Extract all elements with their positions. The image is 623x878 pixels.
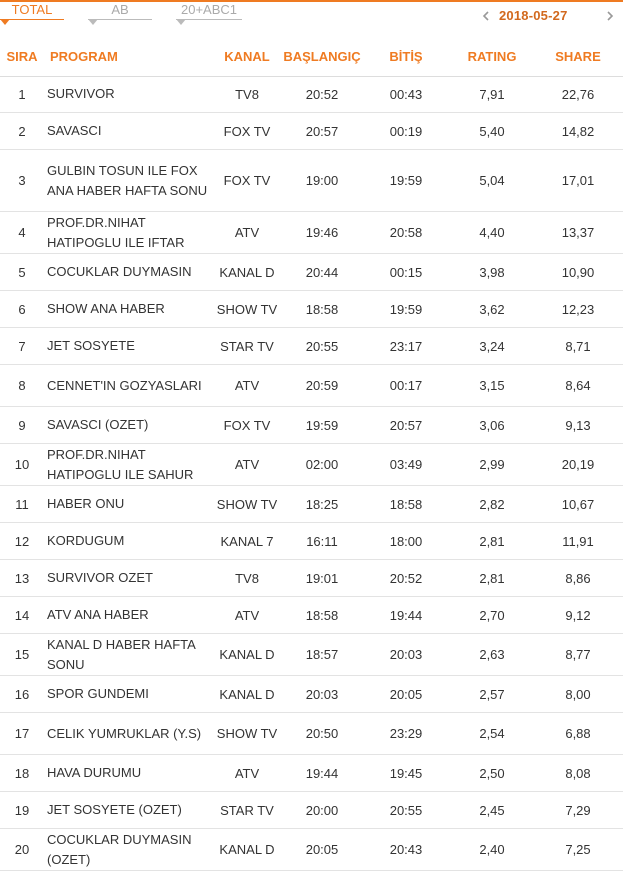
cell-share: 22,76 <box>561 86 595 102</box>
header-kanal[interactable]: KANAL <box>224 49 270 64</box>
cell-program: PROF.DR.NIHAT HATIPOGLU ILE IFTAR <box>47 214 185 250</box>
cell-baslangic: 20:50 <box>305 726 339 741</box>
cell-program: HAVA DURUMU <box>47 765 142 780</box>
tab-20-abc1-label: 20+ABC1 <box>180 2 237 17</box>
cell-baslangic: 19:46 <box>305 225 339 240</box>
cell-rating: 5,04 <box>479 173 505 188</box>
cell-baslangic: 19:59 <box>305 417 339 433</box>
table-row[interactable] <box>0 713 623 755</box>
cell-baslangic: 20:57 <box>305 123 339 139</box>
cell-kanal: KANAL D <box>219 264 275 280</box>
cell-rating: 5,40 <box>479 123 505 139</box>
cell-program: SURVIVOR OZET <box>47 570 153 585</box>
cell-share: 8,08 <box>565 765 591 781</box>
header-sira[interactable]: SIRA <box>6 49 38 64</box>
cell-share: 10,67 <box>561 496 595 512</box>
table-row[interactable] <box>0 113 623 150</box>
selected-date: 2018-05-27 <box>499 8 568 23</box>
cell-baslangic: 18:58 <box>305 301 339 317</box>
cell-baslangic: 18:25 <box>305 496 339 512</box>
table-row[interactable] <box>0 560 623 597</box>
cell-program: CENNET'IN GOZYASLARI <box>47 377 202 393</box>
cell-share: 14,82 <box>561 123 595 139</box>
cell-sira: 12 <box>14 533 30 549</box>
cell-kanal: TV8 <box>235 86 259 102</box>
cell-sira: 14 <box>14 607 30 623</box>
date-navigator <box>473 8 623 26</box>
cell-bitis: 00:17 <box>389 378 423 393</box>
cell-share: 12,23 <box>561 301 595 317</box>
cell-baslangic: 19:44 <box>305 765 339 781</box>
cell-kanal: ATV <box>234 378 260 393</box>
cell-share: 9,12 <box>565 607 591 623</box>
table-row[interactable] <box>0 254 623 291</box>
cell-bitis: 19:59 <box>389 173 423 188</box>
cell-kanal: SHOW TV <box>216 496 278 512</box>
table-row[interactable] <box>0 212 623 254</box>
cell-baslangic: 20:59 <box>305 378 339 393</box>
cell-rating: 3,62 <box>479 301 505 317</box>
cell-rating: 2,54 <box>479 726 505 741</box>
cell-share: 8,64 <box>565 378 591 393</box>
cell-sira: 5 <box>18 264 26 280</box>
table-row[interactable] <box>0 150 623 212</box>
tab-ab-caret-icon <box>88 19 98 25</box>
cell-program: KORDUGUM <box>47 533 125 548</box>
cell-bitis: 20:55 <box>389 802 423 818</box>
cell-sira: 20 <box>14 842 30 857</box>
cell-rating: 7,91 <box>479 86 505 102</box>
cell-sira: 11 <box>15 496 29 512</box>
cell-share: 13,37 <box>561 225 595 240</box>
cell-share: 8,77 <box>565 647 591 662</box>
cell-share: 8,86 <box>565 570 591 586</box>
cell-program: CELIK YUMRUKLAR (Y.S) <box>47 725 202 741</box>
cell-sira: 4 <box>18 225 26 240</box>
cell-kanal: SHOW TV <box>216 301 278 317</box>
header-bitis[interactable]: BİTİŞ <box>389 49 423 64</box>
cell-rating: 4,40 <box>479 225 505 240</box>
cell-sira: 9 <box>18 417 26 433</box>
cell-baslangic: 20:03 <box>305 686 339 702</box>
cell-bitis: 23:17 <box>389 338 423 354</box>
cell-rating: 2,99 <box>479 457 505 472</box>
cell-sira: 1 <box>18 86 26 102</box>
cell-rating: 3,24 <box>479 338 505 354</box>
cell-program: SURVIVOR <box>47 86 115 101</box>
table-row[interactable] <box>0 597 623 634</box>
cell-bitis: 00:15 <box>389 264 423 280</box>
cell-kanal: KANAL D <box>219 842 275 857</box>
table-row[interactable] <box>0 365 623 407</box>
cell-bitis: 20:52 <box>389 570 423 586</box>
cell-program: KANAL D HABER HAFTA SONU <box>47 636 196 672</box>
table-row[interactable] <box>0 486 623 523</box>
cell-program: HABER ONU <box>47 496 125 511</box>
cell-sira: 19 <box>14 802 30 818</box>
header-rating[interactable]: RATING <box>467 49 517 64</box>
cell-share: 7,29 <box>565 802 591 818</box>
cell-sira: 18 <box>14 765 30 781</box>
cell-program: JET SOSYETE <box>47 338 135 353</box>
cell-program: ATV ANA HABER <box>47 607 149 622</box>
cell-program: COCUKLAR DUYMASIN <box>47 264 192 279</box>
tab-20-abc1-caret-icon <box>176 19 186 25</box>
tab-total[interactable] <box>0 2 64 24</box>
cell-baslangic: 02:00 <box>305 457 339 472</box>
cell-bitis: 18:00 <box>389 533 423 549</box>
cell-share: 8,71 <box>565 338 591 354</box>
cell-sira: 16 <box>14 686 30 702</box>
chevron-left-icon[interactable] <box>479 9 493 23</box>
cell-baslangic: 20:52 <box>305 86 339 102</box>
cell-kanal: FOX TV <box>223 173 271 188</box>
cell-program: SPOR GUNDEMI <box>47 686 149 701</box>
audience-tabs <box>0 2 460 26</box>
cell-bitis: 18:58 <box>389 496 423 512</box>
cell-kanal: ATV <box>234 765 260 781</box>
cell-kanal: KANAL D <box>219 647 275 662</box>
cell-sira: 7 <box>18 338 26 354</box>
cell-kanal: STAR TV <box>220 802 274 818</box>
header-program[interactable]: PROGRAM <box>50 49 118 64</box>
cell-rating: 2,81 <box>479 533 505 549</box>
table-row[interactable] <box>0 634 623 676</box>
tab-total-caret-icon <box>0 19 10 25</box>
cell-kanal: KANAL 7 <box>220 533 274 549</box>
cell-sira: 8 <box>18 378 26 393</box>
cell-bitis: 19:44 <box>389 607 423 623</box>
tab-total-label: TOTAL <box>11 2 53 17</box>
cell-baslangic: 20:55 <box>305 338 339 354</box>
cell-bitis: 20:58 <box>389 225 423 240</box>
cell-kanal: FOX TV <box>223 417 271 433</box>
cell-program: SHOW ANA HABER <box>47 301 165 316</box>
cell-program: COCUKLAR DUYMASIN (OZET) <box>47 831 192 867</box>
header-baslangic[interactable]: BAŞLANGIÇ <box>283 49 361 64</box>
table-row[interactable] <box>0 76 623 113</box>
cell-share: 20,19 <box>561 457 595 472</box>
cell-program: JET SOSYETE (OZET) <box>47 802 182 817</box>
cell-rating: 2,81 <box>479 570 505 586</box>
cell-baslangic: 18:58 <box>305 607 339 623</box>
cell-bitis: 00:19 <box>389 123 423 139</box>
cell-share: 8,00 <box>565 686 591 702</box>
tab-ab-label: AB <box>111 2 129 17</box>
cell-program: SAVASCI <box>47 123 102 138</box>
cell-share: 11,91 <box>562 533 594 549</box>
cell-bitis: 20:05 <box>389 686 423 702</box>
table-row[interactable] <box>0 523 623 560</box>
cell-sira: 17 <box>14 726 30 741</box>
cell-share: 6,88 <box>565 726 591 741</box>
cell-kanal: ATV <box>234 607 260 623</box>
cell-sira: 15 <box>14 647 30 662</box>
cell-bitis: 20:43 <box>389 842 423 857</box>
table-row[interactable] <box>0 444 623 486</box>
cell-rating: 2,82 <box>479 496 505 512</box>
chevron-right-icon[interactable] <box>603 9 617 23</box>
cell-rating: 2,70 <box>479 607 505 623</box>
cell-rating: 2,45 <box>479 802 505 818</box>
cell-baslangic: 19:01 <box>305 570 339 586</box>
cell-sira: 10 <box>14 457 30 472</box>
cell-kanal: FOX TV <box>223 123 271 139</box>
cell-share: 10,90 <box>561 264 595 280</box>
cell-bitis: 03:49 <box>389 457 423 472</box>
cell-rating: 2,50 <box>479 765 505 781</box>
cell-program: PROF.DR.NIHAT HATIPOGLU ILE SAHUR <box>47 446 194 482</box>
table-row[interactable] <box>0 407 623 444</box>
cell-kanal: ATV <box>234 225 260 240</box>
cell-rating: 2,63 <box>479 647 505 662</box>
cell-rating: 3,98 <box>479 264 505 280</box>
cell-share: 7,25 <box>565 842 591 857</box>
cell-sira: 6 <box>18 301 26 317</box>
cell-program: GULBIN TOSUN ILE FOX ANA HABER HAFTA SONU <box>47 162 208 198</box>
cell-kanal: SHOW TV <box>216 726 278 741</box>
table-row[interactable] <box>0 676 623 713</box>
tab-ab[interactable] <box>88 2 152 24</box>
cell-program: SAVASCI (OZET) <box>47 417 149 432</box>
cell-bitis: 19:45 <box>389 765 423 781</box>
cell-rating: 2,40 <box>479 842 505 857</box>
cell-sira: 13 <box>14 570 30 586</box>
table-row[interactable] <box>0 792 623 829</box>
cell-baslangic: 18:57 <box>305 647 339 662</box>
table-row[interactable] <box>0 829 623 871</box>
cell-rating: 3,15 <box>479 378 505 393</box>
cell-baslangic: 20:44 <box>305 264 339 280</box>
cell-bitis: 20:57 <box>389 417 423 433</box>
cell-baslangic: 20:05 <box>305 842 339 857</box>
cell-bitis: 19:59 <box>389 301 423 317</box>
tab-20-abc1[interactable] <box>176 2 242 24</box>
cell-kanal: TV8 <box>235 570 259 586</box>
cell-rating: 2,57 <box>479 686 505 702</box>
header-share[interactable]: SHARE <box>555 49 601 64</box>
cell-bitis: 00:43 <box>389 86 423 102</box>
cell-share: 9,13 <box>565 417 591 433</box>
cell-bitis: 23:29 <box>389 726 423 741</box>
cell-baslangic: 16:11 <box>306 533 338 549</box>
cell-kanal: ATV <box>234 457 260 472</box>
cell-kanal: KANAL D <box>219 686 275 702</box>
cell-share: 17,01 <box>561 173 595 188</box>
table-header <box>0 38 623 77</box>
cell-sira: 3 <box>18 173 26 188</box>
cell-baslangic: 19:00 <box>305 173 339 188</box>
cell-bitis: 20:03 <box>389 647 423 662</box>
cell-rating: 3,06 <box>479 417 505 433</box>
table-row[interactable] <box>0 291 623 328</box>
cell-sira: 2 <box>18 123 26 139</box>
table-row[interactable] <box>0 755 623 792</box>
cell-kanal: STAR TV <box>220 338 274 354</box>
table-row[interactable] <box>0 328 623 365</box>
cell-baslangic: 20:00 <box>305 802 339 818</box>
